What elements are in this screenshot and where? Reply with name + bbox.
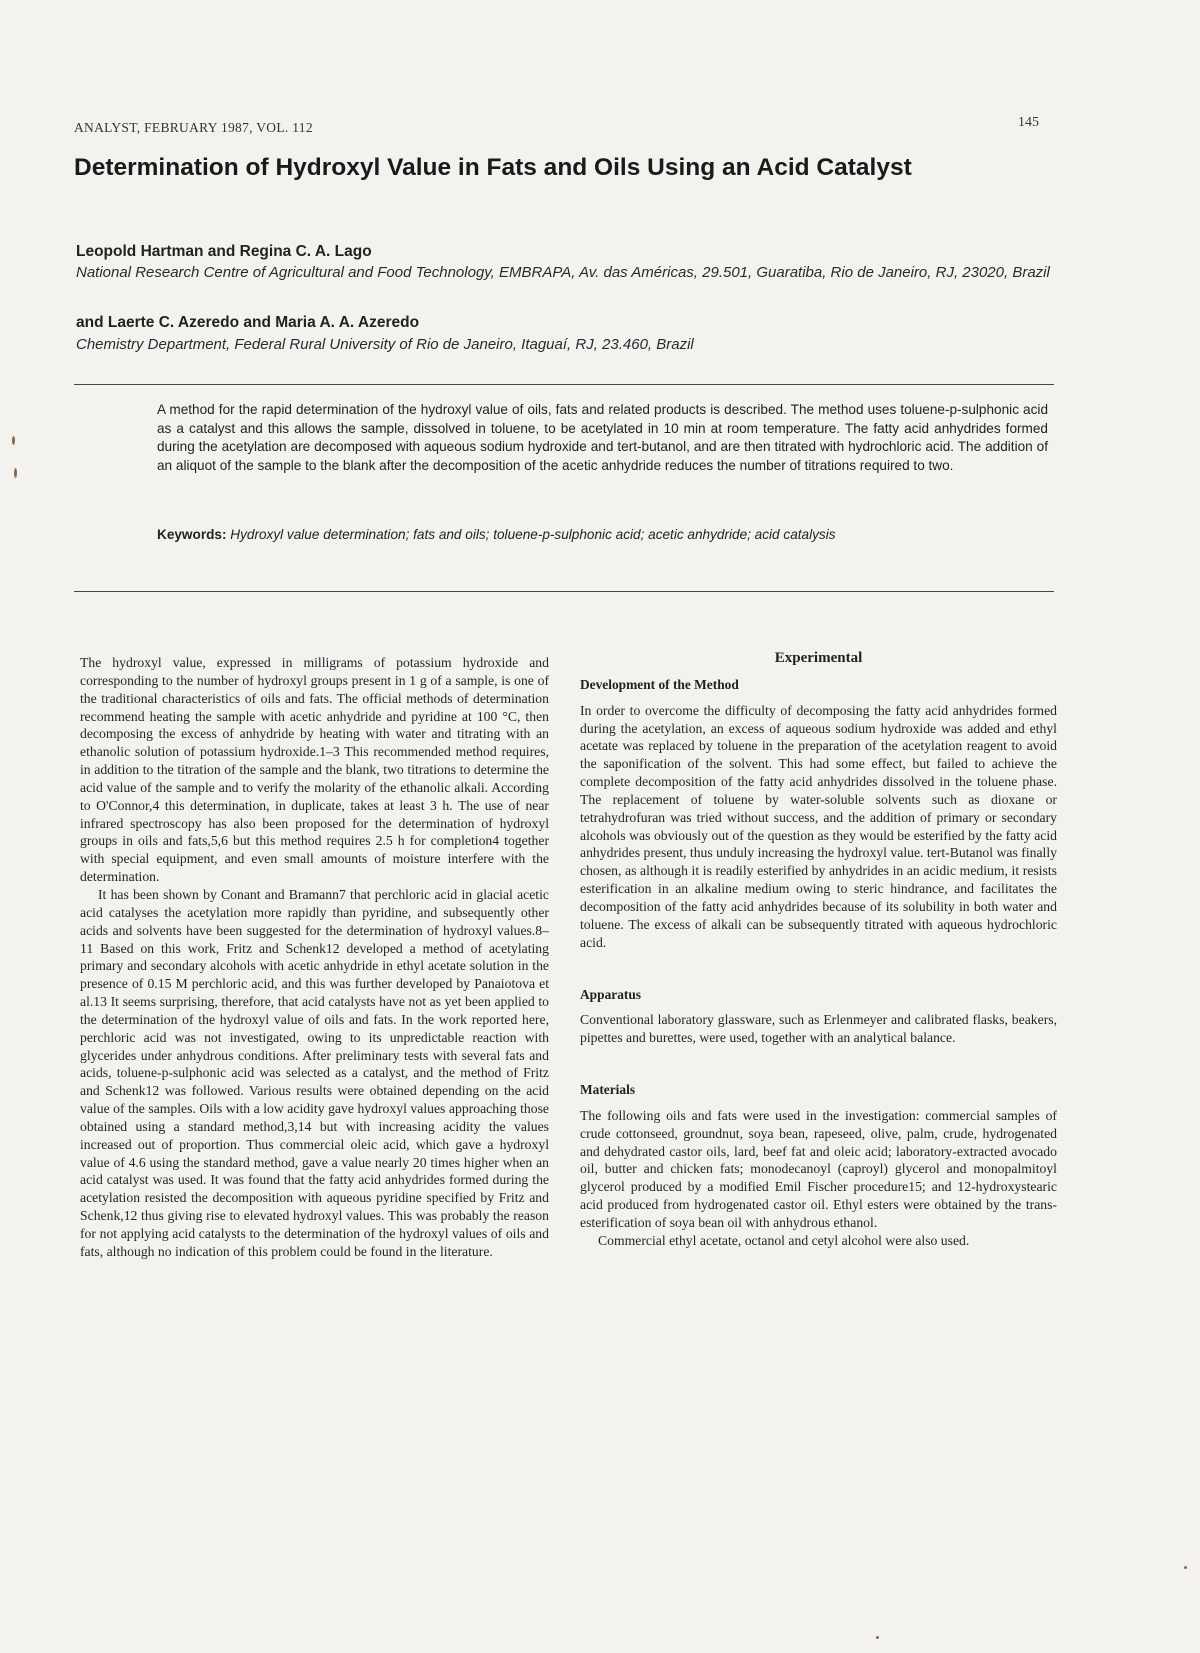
apparatus-paragraph: Conventional laboratory glassware, such as Erlenmeyer and calibrated flasks, beakers, pipettes and burettes, were used, together with an analytical balance. bbox=[580, 1012, 1057, 1046]
intro-paragraph-2: It has been shown by Conant and Bramann7 that perchloric acid in glacial acetic acid catalyses the acetylation more rapidly than pyridine, and subsequently other acids and solvents have been suggested for the determination of hydroxyl values.8–11 Based on this work, Fritz and Schenk12 developed a method of acetylating primary and secondary alcohols with acetic anhydride in ethyl acetate solution in the presence of 0.15 M perchloric acid, and this was further developed by Panaiotova et al.13 It seems surprising, therefore, that acid catalysts have not as yet been applied to the determination of the hydroxyl value of oils and fats. In the work reported here, perchloric acid was not investigated, owing to its unpredictable reaction with glycerides under anhydrous conditions. After preliminary tests with several fats and acids, toluene-p-sulphonic acid was selected as a catalyst, and the method of Fritz and Schenk12 was followed. Various results were obtained depending on the acid value of the samples. Oils with a low acidity gave hydroxyl values approaching those obtained using a standard method,3,14 but with increasing acidity the values increased out of proportion. Thus commercial oleic acid, which gave a hydroxyl value of 4.6 using the standard method, gave a value nearly 20 times higher when an acid catalyst was used. It was found that the fatty acid anhydrides formed during the acetylation resisted the decomposition with aqueous pyridine specified by Fritz and Schenk,12 thus giving rise to elevated hydroxyl values. This was probably the reason for not applying acid catalysts to the determination of the hydroxyl values of oils and fats, although no indication of this problem could be found in the literature. bbox=[80, 886, 549, 1259]
article-title: Determination of Hydroxyl Value in Fats and Oils Using an Acid Catalyst bbox=[74, 154, 912, 181]
abstract: A method for the rapid determination of the hydroxyl value of oils, fats and related products is described. The method uses toluene-p-sulphonic acid as a catalyst and this allows the sample, dissolved in toluene, to be acetylated in 10 min at room temperature. The fatty acid anhydrides formed during the acetylation are decomposed with aqueous sodium hydroxide and tert-butanol, and are then titrated with hydrochloric acid. The addition of an aliquot of the sample to the blank after the decomposition of the acetic anhydride reduces the number of titrations required to two. bbox=[157, 402, 1048, 473]
left-column bbox=[80, 654, 549, 1261]
scan-speck bbox=[12, 436, 15, 445]
materials-paragraph-2: Commercial ethyl acetate, octanol and cetyl alcohol were also used. bbox=[598, 1232, 970, 1248]
authors-group-2: and Laerte C. Azeredo and Maria A. A. Azeredo bbox=[76, 314, 420, 331]
materials-paragraph-1: The following oils and fats were used in the investigation: commercial samples of crude cottonseed, groundnut, soya bean, rapeseed, olive, palm, crude, hydrogenated and dehydrated castor oils, lard, beef fat and oleic acid; laboratory-extracted avocado oil, butter and chicken fats; monodecanoyl (caproyl) glycerol and monopalmitoyl glycerol produced by a modified Emil Fischer procedure15; and 12-hydroxystearic acid produced from hydrogenated castor oil. Ethyl esters were obtained by the trans-esterification of soya bean oil with anhydrous ethanol. bbox=[580, 1107, 1057, 1230]
spacer bbox=[580, 952, 1057, 986]
experimental-heading: Experimental bbox=[774, 650, 863, 666]
running-head: ANALYST, FEBRUARY 1987, VOL. 112 bbox=[74, 120, 313, 135]
scan-speck bbox=[1184, 1566, 1187, 1569]
affiliation-1: National Research Centre of Agricultural and Food Technology, EMBRAPA, Av. das Américas, 29.501, Guaratiba, Rio de Janeiro, RJ, 23020, Brazil bbox=[76, 264, 1050, 281]
keywords-label: Keywords: bbox=[157, 527, 227, 542]
development-heading: Development of the Method bbox=[580, 676, 739, 692]
spacer bbox=[580, 1047, 1057, 1081]
materials-heading: Materials bbox=[580, 1082, 636, 1098]
top-rule bbox=[74, 384, 1054, 385]
keywords-text: Hydroxyl value determination; fats and oils; toluene-p-sulphonic acid; acetic anhydride; acid catalysis bbox=[230, 527, 836, 542]
intro-paragraph-1: The hydroxyl value, expressed in milligrams of potassium hydroxide and corresponding to the number of hydroxyl groups present in 1 g of a sample, is one of the traditional characteristics of oils and fats. The official methods of determination recommend heating the sample with acetic anhydride and pyridine at 100 °C, then decomposing the excess of anhydride by heating with water and titrating with an ethanolic solution of potassium hydroxide.1–3 This recommended method requires, in addition to the titration of the sample and the blank, two titrations to determine the acid value of the sample and to verify the molarity of the ethanolic alkali. According to O'Connor,4 this determination, in duplicate, takes at least 3 h. The use of near infrared spectroscopy has also been proposed for the determination of hydroxyl groups in oils and fats,5,6 but this method requires 2.5 h for completion4 together with special equipment, and even small amounts of moisture interfere with the determination. bbox=[80, 655, 549, 885]
keywords bbox=[157, 526, 1048, 545]
apparatus-heading: Apparatus bbox=[580, 986, 642, 1002]
affiliation-2: Chemistry Department, Federal Rural University of Rio de Janeiro, Itaguaí, RJ, 23.460, Brazil bbox=[76, 336, 694, 353]
development-paragraph: In order to overcome the difficulty of decomposing the fatty acid anhydrides formed during the acetylation, an excess of aqueous sodium hydroxide was added and ethyl acetate was replaced by toluene in the preparation of the acetylation reagent to avoid the saponification of the solvent. This had some effect, but failed to achieve the complete decomposition of the fatty acid anhydrides dissolved in the toluene phase. The replacement of toluene by water-soluble solvents such as dioxane or tetrahydrofuran was tried without success, and the addition of primary or secondary alcohols was obviously out of the question as they would be esterified by the fatty acid anhydrides present, thus unduly increasing the hydroxyl value. tert-Butanol was finally chosen, as although it is readily esterified by anhydrides in an acidic medium, it resists esterification in an alkaline medium owing to steric hindrance, and facilitates the decomposition of the fatty acid anhydrides because of its solubility in both water and toluene. The excess of alkali can be subsequently titrated with aqueous hydrochloric acid. bbox=[580, 702, 1057, 950]
bottom-rule bbox=[74, 591, 1054, 592]
page-number: 145 bbox=[1018, 115, 1039, 130]
scan-speck bbox=[876, 1636, 879, 1639]
scan-speck bbox=[14, 468, 17, 478]
authors-group-1: Leopold Hartman and Regina C. A. Lago bbox=[76, 243, 372, 260]
right-column bbox=[580, 650, 1057, 1250]
